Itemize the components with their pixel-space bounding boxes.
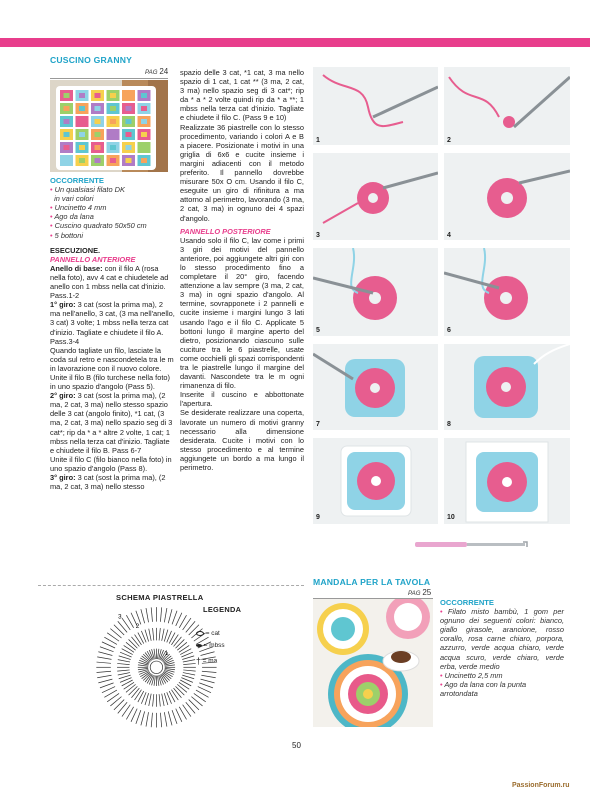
stitch-mark [131, 709, 137, 722]
stitch-mark [201, 679, 215, 683]
paragraph: Anello di base: con il filo A (rosa nella foto), avv 4 cat e chiudetele ad anello con 1 mbss nella cat d'inizio. Pass.1-2 [50, 263, 169, 301]
mandala-photo [313, 599, 433, 727]
list-item: • Un qualsiasi filato DK [50, 185, 125, 195]
section-title: MANDALA PER LA TAVOLA [313, 577, 431, 587]
list-item: • Uncinetto 2,5 mm [440, 670, 503, 680]
granny-square-center [79, 158, 85, 163]
granny-square-center [95, 158, 101, 163]
step-photo-4 [444, 153, 570, 240]
paragraph: Unite il filo C (filo bianco nella foto) in uno spazio d'angolo (Pass 8). [50, 454, 172, 473]
stitch-mark [98, 679, 112, 683]
round-label: 1 [164, 649, 169, 657]
stitch-mark [131, 688, 139, 698]
paragraph: Inserite il cuscino e abbottonate l'apertura. [180, 390, 304, 409]
granny-square-center [141, 145, 147, 150]
step-number: 2 [447, 137, 451, 144]
stitch-mark [171, 635, 178, 645]
subsection-title: PANNELLO POSTERIORE [180, 226, 271, 236]
stitch-mark [138, 669, 148, 672]
stitch-mark [124, 645, 134, 652]
stitch-mark [158, 649, 159, 659]
granny-square-center [110, 119, 116, 124]
paragraph: Unite il filo B (filo turchese nella foto) in uno spazio d'angolo (Pass 5). [50, 372, 170, 392]
paragraph: Realizzate 36 piastrelle con lo stesso procedimento, variando i colori A e B a piacere. Posizionate i motivi in una griglia di 6x6 e cucite insieme i margini adiacenti con il metodo preferito. Il pannello dovrebbe misurare 50x O cm. Usando il filo C, eseguite un giro di rifinitura a ma attorno al perimetro, lavorando (3 ma, 2 cat, 3 ma) in ognuno dei 4 spazi d'angolo. [180, 122, 304, 223]
legend-cat: = cat [196, 630, 220, 637]
granny-square-center [141, 158, 147, 163]
stitch-mark [199, 683, 213, 688]
stitch-mark [146, 608, 149, 622]
stitch-mark [151, 607, 152, 621]
step-photo-6 [444, 248, 570, 336]
stitch-mark [124, 682, 134, 689]
granny-square-center [64, 158, 70, 163]
stitch-mark [149, 694, 151, 706]
stitch-mark [146, 712, 149, 726]
stitch-mark [145, 693, 149, 705]
list-item: • 5 bottoni [50, 230, 84, 240]
granny-square-center [64, 145, 70, 150]
stitch-mark [201, 675, 215, 678]
stitch-mark [119, 656, 131, 660]
stitch-mark [117, 663, 129, 664]
stitch-mark [100, 683, 114, 688]
step-photo-10 [444, 438, 570, 524]
granny-square-center [79, 106, 85, 111]
stitch-mark [119, 675, 131, 679]
stitch-mark [162, 694, 164, 706]
stitch-mark [138, 668, 148, 669]
schema-title: SCHEMA PIASTRELLA [116, 593, 204, 602]
stitch-mark [138, 662, 148, 665]
granny-square-center [95, 106, 101, 111]
page-number: 50 [292, 741, 301, 750]
granny-square-center [95, 119, 101, 124]
step-number: 3 [316, 232, 320, 239]
stitch-mark [102, 687, 115, 693]
step-photo-9 [313, 438, 438, 524]
granny-square-center [110, 145, 116, 150]
stitch-mark [168, 711, 172, 725]
stitch-mark [151, 713, 152, 727]
paragraph: Se desiderate realizzare una coperta, lavorate un numero di motivi granny necessario alla dimensione desiderata. Cucite i motivi con lo stesso procedimento e al termine aggiungete un bordo a ma lungo il perimetro. [180, 408, 304, 473]
granny-square-center [110, 106, 116, 111]
granny-square-center [126, 93, 132, 98]
stitch-mark [126, 642, 136, 650]
stitch-mark [129, 686, 138, 695]
stitch-mark [152, 675, 155, 685]
stitch-mark [154, 649, 155, 659]
stitch-mark [135, 635, 142, 645]
stitch-mark [182, 656, 194, 660]
page-ref: PAG 25 [408, 588, 432, 597]
stitch-mark [149, 629, 151, 641]
stitch-mark [136, 710, 141, 724]
granny-square-center [95, 93, 101, 98]
step-photo-5 [313, 248, 438, 336]
stitch-mark [117, 670, 129, 671]
stitch-mark [129, 639, 138, 648]
title-rule [50, 78, 168, 79]
cushion-image [50, 80, 168, 172]
stitch-mark [165, 665, 175, 666]
stitch-mark [198, 687, 211, 693]
stitch-mark [100, 647, 114, 652]
stitch-mark [183, 660, 195, 662]
round-label: 2 [135, 622, 140, 630]
esecuzione-label: ESECUZIONE. [50, 245, 101, 255]
stitch-mark [164, 608, 167, 622]
stitch-mark [118, 673, 130, 675]
stitch-mark [159, 675, 162, 685]
stitch-mark [164, 669, 174, 672]
cushion-photo [50, 80, 168, 172]
list-item: • Ago da lana con la punta arrotondata [440, 679, 527, 698]
step-number: 9 [316, 514, 320, 521]
granny-square-center [95, 132, 101, 137]
stitch-mark [153, 694, 154, 706]
stitch-mark [176, 686, 185, 695]
granny-square-center [79, 132, 85, 137]
granny-square-center [64, 106, 70, 111]
granny-square-center [79, 145, 85, 150]
granny-square-center [110, 158, 116, 163]
left-column [50, 56, 172, 65]
granny-square-center [64, 119, 70, 124]
granny-square-center [141, 119, 147, 124]
stitch-mark [176, 613, 182, 626]
mandala-text [440, 598, 564, 698]
stitch-mark [126, 684, 136, 692]
granny-square-center [126, 132, 132, 137]
stitch-mark [179, 645, 189, 652]
step-number: 5 [316, 327, 320, 334]
legend-mbss: = mbss [196, 642, 225, 649]
section-title: CUSCINO GRANNY [50, 55, 133, 65]
stitch-mark [141, 711, 145, 725]
schema-diagram [42, 603, 302, 743]
granny-square-center [79, 119, 85, 124]
stitch-mark [159, 628, 160, 640]
granny-square-center [126, 158, 132, 163]
header-band [0, 38, 590, 47]
stitch-mark [159, 649, 162, 659]
step-photo-7 [313, 344, 438, 430]
stitch-mark [164, 712, 167, 726]
paragraph: Quando tagliate un filo, lasciate la coda sul retro e nascondetela tra le m in lavorazione con il nuovo colore. [50, 345, 174, 373]
subsection-title: PANNELLO ANTERIORE [50, 254, 136, 264]
step-photo-2 [444, 67, 570, 145]
stitch-mark [179, 682, 189, 689]
step-number: 1 [316, 137, 320, 144]
list-item: in vari colori [54, 194, 94, 204]
stitch-mark [162, 629, 164, 641]
stitch-mark [177, 684, 187, 692]
stitch-mark [131, 637, 139, 647]
step-number: 4 [447, 232, 451, 239]
granny-square-center [95, 145, 101, 150]
stitch-mark [97, 657, 111, 660]
stitch-mark [182, 675, 194, 679]
granny-square-center [141, 132, 147, 137]
granny-square-center [126, 145, 132, 150]
round-label: 3 [118, 613, 122, 621]
stitch-mark [164, 630, 168, 642]
stitch-mark [141, 609, 145, 623]
paragraph: 2° giro: 3 cat (sost la prima ma), (2 ma, 2 cat, 3 ma) nello stesso spazio delle 3 cat (angolo finito), *1 cat, (3 ma, 2 cat, 3 ma) nello spazio seg di 3 cat*; rip da * a * altre 2 volte, 1 cat; 1 mbss nella terza cat d'inizio. Tagliate e chiudete il filo B. Pass 6-7 [50, 391, 173, 455]
stitch-mark [135, 690, 142, 700]
stitch-mark [172, 710, 177, 724]
stitch-mark [201, 652, 215, 656]
step-photo-8 [444, 344, 570, 430]
stitch-mark [159, 694, 160, 706]
page-ref: PAG 24 [145, 67, 169, 76]
occorrente-title: OCCORRENTE [440, 598, 495, 607]
stitch-mark [189, 700, 199, 710]
double-crochet-icon: † [196, 656, 202, 666]
stitch-mark [145, 630, 149, 642]
granny-square-center [110, 132, 116, 137]
stitch-mark [138, 665, 148, 666]
granny-square-center [126, 106, 132, 111]
stitch-mark [164, 693, 168, 705]
chain-icon [196, 631, 204, 636]
list-item: • Uncinetto 4 mm [50, 203, 107, 213]
stitch-mark [160, 713, 161, 727]
granny-square-center [141, 93, 147, 98]
occorrente-title: OCCORRENTE [50, 176, 105, 185]
legend-title: LEGENDA [203, 605, 242, 614]
paragraph: Usando solo il filo C, lav come i primi 3 giri dei motivi del pannello anteriore, poi aggiungete altri giri con lo stesso procedimento fino a completare il 20° giro, facendo attenzione a lav sempre (3 ma, 2 cat, 3 ma) in ogni spazio d'angolo. Al termine, sovrapponete i 2 pannelli e cucite insieme i margini lungo 3 lati usando l'ago e il filo C. Applicate 5 bottoni lungo il margine aperto del dietro, posizionando ciascuno sulle cuciture tra le 6 piastrelle, usate come occhielli gli spazi corrispondenti tra le piastrelle lungo il margine del davanti. Nascondete tra le m ogni rimanenza di filo. [180, 235, 304, 391]
stitch-mark [176, 709, 182, 722]
paragraph: 1° giro: 3 cat (sost la prima ma), 2 ma nell'anello, 3 cat, (3 ma nell'anello, 3 cat) 3 volte; 1 mbss nella terza cat d'inizio. Tagliate e chiudete il filo A. Pass.3-4 [50, 300, 175, 346]
stitch-mark [174, 688, 182, 698]
granny-square-center [141, 106, 147, 111]
granny-square-center [79, 93, 85, 98]
stitch-mark [97, 675, 111, 678]
stitch-mark [153, 628, 154, 640]
watermark: PassionForum.ru [512, 782, 570, 789]
stitch-mark [160, 607, 161, 621]
stitch-mark [202, 671, 216, 672]
stitch-mark [174, 637, 182, 647]
stitch-mark [176, 639, 185, 648]
stitch-mark [154, 676, 155, 686]
crochet-hook-image [415, 538, 530, 550]
stitch-mark [158, 676, 159, 686]
legend-ma: † = ma [196, 656, 218, 666]
step-photo-1 [313, 67, 438, 145]
step-number: 8 [447, 421, 451, 428]
granny-square-center [64, 132, 70, 137]
stitch-mark [177, 642, 187, 650]
paragraph: 3° giro: 3 cat (sost la prima ma), (2 ma, 2 cat, 3 ma) nello stesso [50, 473, 166, 492]
stitch-mark [171, 690, 178, 700]
granny-square-center [64, 93, 70, 98]
step-number: 7 [316, 421, 320, 428]
stitch-mark [165, 668, 175, 669]
stitch-mark [183, 670, 195, 671]
list-item: • Cuscino quadrato 50x50 cm [50, 221, 147, 231]
left-text [50, 176, 175, 491]
list-item: • Filato misto bambù, 1 gom per ognuno dei seguenti colori: bianco, giallo girasole, arancione, rosso corallo, rosa carne chiaro, porpora, azzurro, verde acqua chiaro, verde acqua scuro, verde chiaro, verde erba, verde medio [440, 607, 564, 671]
stitch-mark [168, 609, 172, 623]
stitch-mark [114, 700, 124, 710]
step-number: 6 [447, 327, 451, 334]
granny-square-center [110, 93, 116, 98]
stitch-mark [97, 671, 111, 672]
stitch-mark [164, 662, 174, 665]
list-item: • Ago da lana [50, 212, 94, 222]
stitch-mark [102, 642, 115, 648]
stitch-mark [183, 663, 195, 664]
stitch-mark [183, 673, 195, 675]
step-photo-3 [313, 153, 438, 240]
slip-stitch-icon [196, 644, 202, 647]
paragraph: spazio delle 3 cat, *1 cat, 3 ma nello spazio di 1 cat, 1 cat ** (3 ma, 2 cat, 3 ma) nello spazio seg di 3 cat*; rip da * a * 2 volte quindi rip da * a **; 1 mbss nella terza cat d'inizio. Tagliate e chiudete il filo C. (Pass 9 e 10) [180, 68, 304, 123]
stitch-mark [114, 625, 124, 635]
base-ring [150, 661, 162, 673]
middle-column [180, 68, 304, 472]
step-number: 10 [447, 514, 455, 521]
stitch-mark [152, 649, 155, 659]
stitch-mark [97, 662, 111, 663]
stitch-mark [98, 652, 112, 656]
stitch-mark [172, 611, 177, 625]
granny-square-center [126, 119, 132, 124]
stitch-mark [118, 660, 130, 662]
